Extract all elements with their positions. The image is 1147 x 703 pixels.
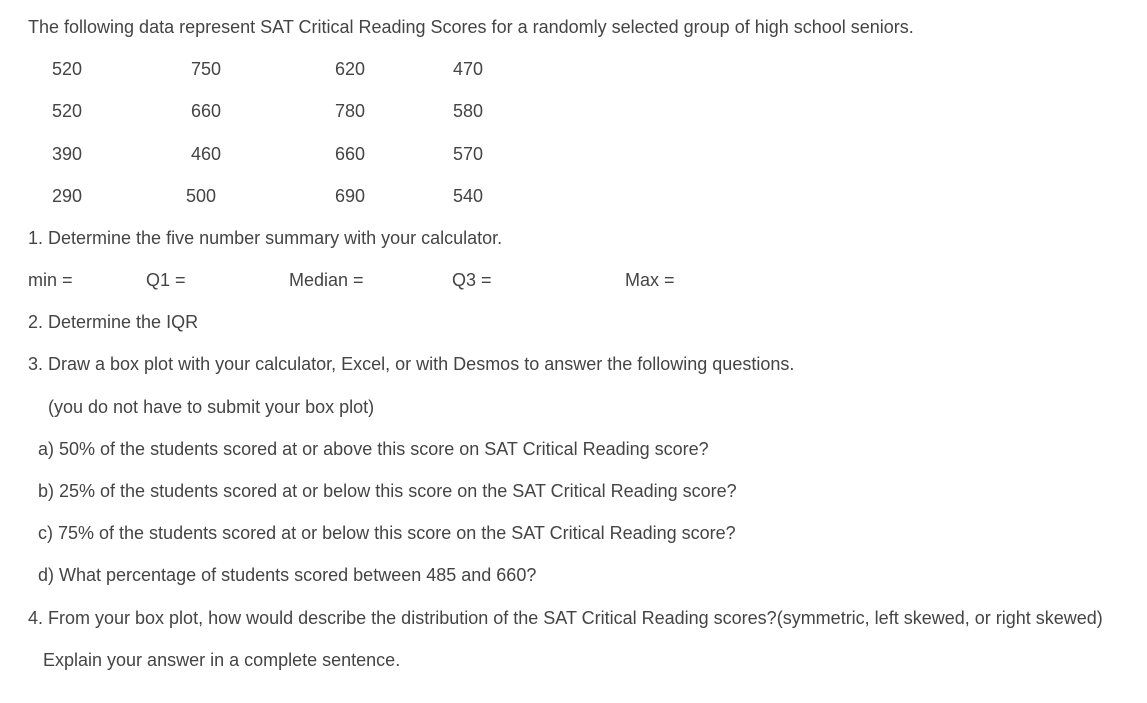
- median-label: Median =: [289, 270, 364, 290]
- question-4-explain: Explain your answer in a complete sentence.: [43, 650, 401, 670]
- score-cell: 780: [335, 101, 366, 121]
- question-3c: c) 75% of the students scored at or below this score on the SAT Critical Reading score?: [38, 523, 736, 543]
- question-3d: d) What percentage of students scored between 485 and 660?: [38, 565, 537, 585]
- score-cell: 750: [191, 59, 222, 79]
- score-cell: 660: [191, 101, 222, 121]
- score-cell: 520: [52, 101, 83, 121]
- score-cell: 470: [453, 59, 484, 79]
- score-cell: 540: [453, 186, 484, 206]
- score-cell: 520: [52, 59, 83, 79]
- score-cell: 620: [335, 59, 366, 79]
- q3-label: Q3 =: [452, 270, 492, 290]
- score-cell: 500: [186, 186, 217, 206]
- score-cell: 690: [335, 186, 366, 206]
- score-cell: 290: [52, 186, 83, 206]
- q1-label: Q1 =: [146, 270, 186, 290]
- question-4: 4. From your box plot, how would describe the distribution of the SAT Critical Reading scores?(symmetric, left skewed, or right skewed): [28, 608, 1103, 628]
- question-1: 1. Determine the five number summary with your calculator.: [28, 228, 503, 248]
- score-cell: 390: [52, 144, 83, 164]
- min-label: min =: [28, 270, 73, 290]
- score-cell: 570: [453, 144, 484, 164]
- question-3b: b) 25% of the students scored at or below this score on the SAT Critical Reading score?: [38, 481, 737, 501]
- max-label: Max =: [625, 270, 675, 290]
- score-cell: 660: [335, 144, 366, 164]
- question-3: 3. Draw a box plot with your calculator, Excel, or with Desmos to answer the following questions.: [28, 354, 795, 374]
- question-3-note: (you do not have to submit your box plot): [48, 397, 375, 417]
- question-2: 2. Determine the IQR: [28, 312, 199, 332]
- score-cell: 580: [453, 101, 484, 121]
- question-3a: a) 50% of the students scored at or above this score on SAT Critical Reading score?: [38, 439, 709, 459]
- score-cell: 460: [191, 144, 222, 164]
- intro-text: The following data represent SAT Critical Reading Scores for a randomly selected group of high school seniors.: [28, 17, 914, 37]
